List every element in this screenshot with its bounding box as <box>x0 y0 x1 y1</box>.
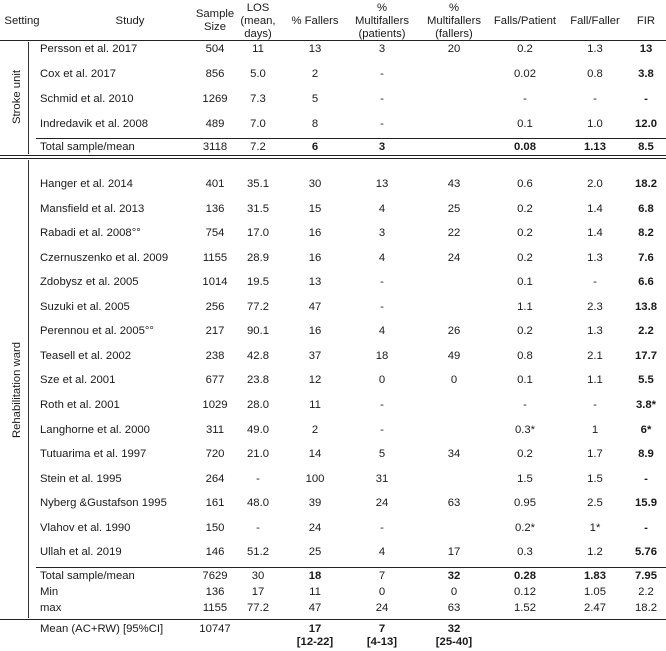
cell-study: Ullah et al. 2019 <box>40 546 122 559</box>
cell-pct-fallers: 8 <box>311 118 319 130</box>
cell-fir: 6.8 <box>638 202 654 215</box>
cell-pct-fallers: 13 <box>308 43 322 55</box>
header-multifallers-fallers <box>414 2 494 41</box>
cell-fir: 6* <box>640 423 652 436</box>
cell-study: Mansfield et al. 2013 <box>40 202 145 215</box>
cell-multifallers-fallers: 0 <box>450 586 458 598</box>
cell-fir: 6.6 <box>638 276 654 289</box>
cell-multifallers-patients: 4 <box>378 546 386 559</box>
group-separator-rule-2 <box>0 158 666 159</box>
cell-study: Stein et al. 1995 <box>40 472 122 485</box>
cell-multifallers-patients: 4 <box>378 251 386 264</box>
cell-multifallers-patients: - <box>380 398 384 411</box>
cell-fall-faller: 1.13 <box>584 141 606 153</box>
cell-multifallers-fallers: 25 <box>447 202 461 215</box>
cell-los: 23.8 <box>247 374 269 387</box>
cell-pct-fallers: 16 <box>308 325 322 338</box>
cell-pct-fallers: 15 <box>308 202 322 215</box>
cell-study: Suzuki et al. 2005 <box>40 300 130 313</box>
cell-fall-faller: 2.0 <box>587 178 603 190</box>
cell-los: 30 <box>251 570 265 582</box>
cell-sample-size: 401 <box>205 178 225 190</box>
header-mp-line3: (patients) <box>358 28 406 40</box>
cell-fall-faller: 1.3 <box>587 251 603 264</box>
cell-pct-fallers: 14 <box>308 448 322 461</box>
mean-multi-fallers-ci: [25-40] <box>435 636 473 648</box>
mean-multi-patients: 7 <box>378 623 386 635</box>
cell-multifallers-fallers: 49 <box>447 349 461 362</box>
header-los-line3: days) <box>244 28 272 40</box>
cell-multifallers-fallers: 43 <box>447 178 461 190</box>
cell-multifallers-fallers: 20 <box>447 43 461 55</box>
header-rule <box>0 40 666 41</box>
cell-study: Rabadi et al. 2008°° <box>40 227 141 240</box>
cell-sample-size: 1029 <box>202 398 228 411</box>
cell-fall-faller: 2.47 <box>584 602 606 614</box>
cell-pct-fallers: 16 <box>308 227 322 240</box>
cell-fir: 13 <box>639 43 653 55</box>
cell-los: 19.5 <box>247 276 269 289</box>
cell-study: max <box>40 602 62 614</box>
cell-los: 11 <box>252 43 264 55</box>
cell-falls-patient: 0.2 <box>517 251 533 264</box>
cell-falls-patient: 0.3* <box>514 423 536 436</box>
cell-falls-patient: 0.2* <box>514 521 536 534</box>
header-setting: Setting <box>4 15 40 27</box>
cell-study: Schmid et al. 2010 <box>40 93 134 105</box>
cell-los: 51.2 <box>247 546 269 559</box>
cell-falls-patient: - <box>523 93 527 105</box>
cell-multifallers-fallers: 17 <box>447 546 461 559</box>
cell-multifallers-fallers: 24 <box>447 251 461 264</box>
cell-multifallers-patients: - <box>380 68 384 80</box>
rehab-ward-bracket <box>28 160 29 618</box>
cell-los: 17 <box>251 586 265 598</box>
mean-sample: 10747 <box>199 623 231 635</box>
cell-pct-fallers: 37 <box>308 349 322 362</box>
cell-falls-patient: 1.1 <box>517 300 533 313</box>
cell-los: 17.0 <box>247 227 269 240</box>
cell-fall-faller: 1.1 <box>587 374 603 387</box>
header-sample-size-line2: Size <box>204 21 226 33</box>
cell-los: 48.0 <box>247 497 269 510</box>
cell-fir: - <box>644 521 648 534</box>
cell-study: Total sample/mean <box>40 570 135 582</box>
cell-multifallers-patients: - <box>380 423 384 436</box>
cell-los: 77.2 <box>247 300 269 313</box>
cell-fall-faller: 0.8 <box>587 68 603 80</box>
cell-falls-patient: 0.1 <box>517 276 533 289</box>
cell-sample-size: 7629 <box>202 570 228 582</box>
cell-sample-size: 504 <box>205 43 225 55</box>
cell-falls-patient: 1.5 <box>517 472 533 485</box>
cell-sample-size: 256 <box>205 300 225 313</box>
rehab-total-rule <box>36 567 666 568</box>
cell-multifallers-patients: 3 <box>378 43 386 55</box>
cell-multifallers-patients: 5 <box>378 448 386 461</box>
cell-multifallers-patients: 7 <box>378 570 386 582</box>
cell-multifallers-fallers: 0 <box>450 374 458 387</box>
cell-los: 35.1 <box>247 178 269 190</box>
cell-study: Teasell et al. 2002 <box>40 349 132 362</box>
cell-falls-patient: 0.28 <box>514 570 536 582</box>
cell-study: Hanger et al. 2014 <box>40 178 133 190</box>
cell-study: Roth et al. 2001 <box>40 398 120 411</box>
cell-falls-patient: 0.3 <box>517 546 533 559</box>
header-multifallers-patients <box>342 2 422 41</box>
cell-sample-size: 238 <box>205 349 225 362</box>
cell-pct-fallers: 11 <box>309 586 321 598</box>
cell-fall-faller: 1* <box>589 521 601 534</box>
cell-multifallers-patients: - <box>380 118 384 130</box>
cell-pct-fallers: 25 <box>308 546 322 559</box>
cell-fir: 5.76 <box>635 546 657 559</box>
cell-pct-fallers: 24 <box>308 521 322 534</box>
cell-multifallers-fallers: 34 <box>447 448 461 461</box>
cell-pct-fallers: 39 <box>308 497 322 510</box>
cell-sample-size: 3118 <box>202 141 228 153</box>
cell-fir: 8.5 <box>638 141 654 153</box>
cell-falls-patient: 0.2 <box>517 43 533 55</box>
cell-los: 31.5 <box>247 202 269 215</box>
cell-sample-size: 489 <box>205 118 225 130</box>
cell-multifallers-patients: 24 <box>375 602 389 614</box>
cell-fall-faller: 2.3 <box>587 300 603 313</box>
cell-pct-fallers: 16 <box>308 251 322 264</box>
cell-fir: 7.95 <box>635 570 657 582</box>
cell-sample-size: 754 <box>205 227 225 240</box>
header-study: Study <box>115 15 145 27</box>
cell-fall-faller: 1.3 <box>587 325 603 338</box>
stroke-unit-label: Stroke unit <box>11 69 23 125</box>
stroke-total-rule <box>36 138 666 139</box>
cell-los: 28.0 <box>247 398 269 411</box>
cell-fir: - <box>644 472 648 485</box>
cell-falls-patient: 0.02 <box>514 68 536 80</box>
cell-fall-faller: 1.2 <box>587 546 603 559</box>
cell-multifallers-patients: 13 <box>375 178 389 190</box>
cell-los: 42.8 <box>247 349 269 362</box>
cell-multifallers-patients: 3 <box>378 227 386 240</box>
cell-falls-patient: 0.2 <box>517 325 533 338</box>
cell-study: Min <box>40 586 59 598</box>
cell-sample-size: 161 <box>205 497 225 510</box>
cell-fall-faller: 1.4 <box>587 202 603 215</box>
cell-sample-size: 136 <box>205 202 225 215</box>
mean-multi-fallers: 32 <box>447 623 461 635</box>
header-mp-line1: % <box>376 2 388 14</box>
cell-study: Total sample/mean <box>40 141 135 153</box>
header-los-line2: (mean, <box>240 15 276 27</box>
cell-sample-size: 217 <box>205 325 225 338</box>
cell-los: 7.3 <box>250 93 266 105</box>
cell-sample-size: 1155 <box>202 251 228 264</box>
cell-fall-faller: 1 <box>591 423 599 436</box>
cell-falls-patient: 0.08 <box>514 141 536 153</box>
mean-row-rule <box>0 619 666 620</box>
cell-sample-size: 311 <box>205 423 224 436</box>
cell-fir: 5.5 <box>638 374 654 387</box>
cell-sample-size: 264 <box>205 472 225 485</box>
cell-pct-fallers: 11 <box>309 398 321 411</box>
header-mf-line3: (fallers) <box>435 28 473 40</box>
cell-study: Sze et al. 2001 <box>40 374 116 387</box>
cell-fir: 18.2 <box>635 178 657 190</box>
cell-multifallers-patients: - <box>380 300 384 313</box>
cell-los: - <box>256 521 260 534</box>
cell-multifallers-patients: - <box>380 276 384 289</box>
cell-pct-fallers: 2 <box>311 68 319 80</box>
mean-fallers: 17 <box>308 623 322 635</box>
cell-los: 7.0 <box>250 118 266 130</box>
cell-sample-size: 1155 <box>202 602 228 614</box>
header-los <box>228 2 288 41</box>
cell-fir: 17.7 <box>635 349 657 362</box>
cell-falls-patient: 0.2 <box>517 448 533 461</box>
cell-falls-patient: 0.2 <box>517 202 533 215</box>
cell-pct-fallers: 47 <box>308 300 322 313</box>
cell-pct-fallers: 5 <box>311 93 319 105</box>
header-mp-line2: Multifallers <box>355 15 409 27</box>
cell-multifallers-patients: 31 <box>375 472 389 485</box>
cell-falls-patient: 1.52 <box>514 602 536 614</box>
cell-falls-patient: 0.8 <box>517 349 533 362</box>
cell-fall-faller: 1.7 <box>587 448 603 461</box>
cell-study: Indredavik et al. 2008 <box>40 118 149 130</box>
cell-study: Vlahov et al. 1990 <box>40 521 131 534</box>
cell-multifallers-patients: - <box>380 93 384 105</box>
header-los-line1: LOS <box>246 2 270 14</box>
cell-fir: 12.0 <box>635 118 657 130</box>
cell-fir: 15.9 <box>635 497 657 510</box>
cell-los: 7.2 <box>250 141 266 153</box>
stroke-unit-bracket <box>28 42 29 154</box>
cell-los: 77.2 <box>247 602 269 614</box>
cell-fir: 3.8 <box>638 68 654 80</box>
cell-falls-patient: 0.95 <box>514 497 536 510</box>
cell-multifallers-patients: 0 <box>378 586 386 598</box>
cell-fall-faller: 2.5 <box>587 497 603 510</box>
cell-sample-size: 146 <box>205 546 225 559</box>
cell-falls-patient: 0.6 <box>517 178 533 190</box>
cell-sample-size: 720 <box>205 448 225 461</box>
cell-sample-size: 677 <box>205 374 225 387</box>
cell-los: 28.9 <box>247 251 269 264</box>
cell-pct-fallers: 12 <box>308 374 322 387</box>
cell-pct-fallers: 47 <box>308 602 322 614</box>
cell-fall-faller: 1.05 <box>584 586 606 598</box>
cell-falls-patient: - <box>523 398 527 411</box>
cell-study: Tutuarima et al. 1997 <box>40 448 147 461</box>
cell-falls-patient: 0.1 <box>517 374 533 387</box>
cell-pct-fallers: 30 <box>308 178 322 190</box>
cell-multifallers-patients: 3 <box>378 141 386 153</box>
cell-study: Perennou et al. 2005°° <box>40 325 154 338</box>
mean-multi-patients-ci: [4-13] <box>366 636 398 648</box>
cell-multifallers-fallers: 63 <box>447 602 461 614</box>
cell-study: Zdobysz et al. 2005 <box>40 276 139 289</box>
cell-fir: 3.8* <box>635 398 657 411</box>
cell-pct-fallers: 18 <box>308 570 322 582</box>
cell-fir: 8.2 <box>638 227 654 240</box>
cell-fir: 2.2 <box>638 586 654 598</box>
group-separator-rule-1 <box>0 155 666 156</box>
cell-fall-faller: - <box>593 93 597 105</box>
cell-study: Persson et al. 2017 <box>40 43 138 55</box>
cell-pct-fallers: 6 <box>311 141 319 153</box>
cell-multifallers-patients: 4 <box>378 202 386 215</box>
cell-fall-faller: 1.5 <box>587 472 603 485</box>
cell-sample-size: 856 <box>205 68 225 80</box>
cell-los: 49.0 <box>247 423 269 436</box>
header-sample-size-line1: Sample <box>195 8 235 20</box>
cell-fir: 8.9 <box>638 448 654 461</box>
cell-fir: 7.6 <box>638 251 654 264</box>
cell-multifallers-patients: - <box>380 521 384 534</box>
cell-falls-patient: 0.12 <box>514 586 536 598</box>
header-fall-faller: Fall/Faller <box>570 15 620 27</box>
cell-multifallers-fallers: 22 <box>447 227 461 240</box>
cell-fir: 18.2 <box>635 602 657 614</box>
cell-pct-fallers: 2 <box>311 423 319 436</box>
cell-falls-patient: 0.2 <box>517 227 533 240</box>
cell-sample-size: 150 <box>205 521 225 534</box>
cell-fall-faller: 2.1 <box>587 349 603 362</box>
cell-pct-fallers: 13 <box>308 276 322 289</box>
rehab-ward-label: Rehabilitation ward <box>11 341 23 439</box>
cell-fall-faller: 1.83 <box>584 570 606 582</box>
header-fir: FIR <box>636 15 656 27</box>
cell-multifallers-patients: 24 <box>375 497 389 510</box>
cell-falls-patient: 0.1 <box>517 118 533 130</box>
cell-multifallers-patients: 4 <box>378 325 386 338</box>
mean-label: Mean (AC+RW) [95%CI] <box>40 623 164 635</box>
cell-los: 21.0 <box>247 448 269 461</box>
header-mf-line2: Multifallers <box>427 15 481 27</box>
cell-sample-size: 1269 <box>202 93 228 105</box>
cell-fall-faller: 1.0 <box>587 118 603 130</box>
cell-sample-size: 136 <box>205 586 225 598</box>
cell-multifallers-fallers: 26 <box>447 325 461 338</box>
cell-multifallers-patients: 0 <box>378 374 386 387</box>
header-pct-fallers: % Fallers <box>291 15 339 27</box>
cell-fir: 2.2 <box>638 325 654 338</box>
mean-fallers-ci: [12-22] <box>296 636 334 648</box>
cell-multifallers-patients: 18 <box>375 349 389 362</box>
cell-pct-fallers: 100 <box>305 472 325 485</box>
cell-sample-size: 1014 <box>202 276 228 289</box>
cell-los: 90.1 <box>247 325 269 338</box>
cell-multifallers-fallers: 63 <box>447 497 461 510</box>
cell-study: Czernuszenko et al. 2009 <box>40 251 169 264</box>
cell-study: Cox et al. 2017 <box>40 68 116 80</box>
header-falls-patient: Falls/Patient <box>493 15 557 27</box>
cell-fall-faller: - <box>593 398 597 411</box>
cell-fir: 13.8 <box>635 300 657 313</box>
header-mf-line1: % <box>448 2 460 14</box>
cell-study: Nyberg &Gustafson 1995 <box>40 497 167 510</box>
cell-fir: - <box>644 93 648 105</box>
cell-study: Langhorne et al. 2000 <box>40 423 150 436</box>
cell-fall-faller: 1.4 <box>587 227 603 240</box>
cell-los: - <box>256 472 260 485</box>
cell-fall-faller: 1.3 <box>587 43 603 55</box>
cell-fall-faller: - <box>593 276 597 289</box>
cell-multifallers-fallers: 32 <box>447 570 461 582</box>
cell-los: 5.0 <box>250 68 266 80</box>
